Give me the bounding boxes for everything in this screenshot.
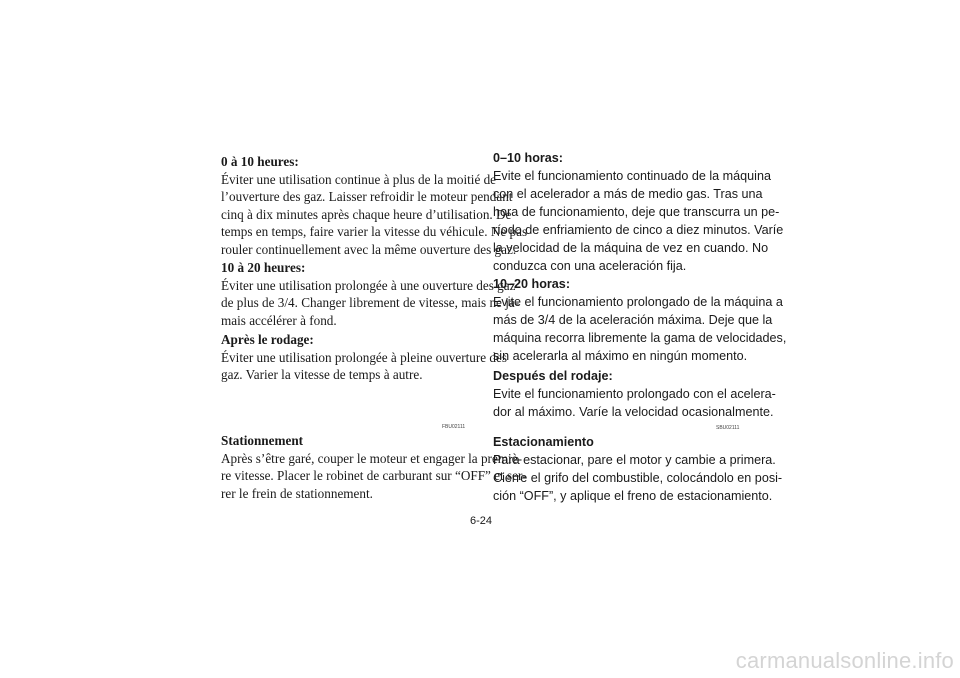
paragraph-line: Éviter une utilisation prolongée à une ouverture des gaz [221, 277, 516, 293]
spanish-section [493, 275, 787, 365]
paragraph-line: Evite el funcionamiento prolongado con el acelera- [493, 387, 776, 401]
paragraph-line: sin acelerarla al máximo en ningún momento. [493, 349, 748, 363]
paragraph-line: más de 3/4 de la aceleración máxima. Deje que la [493, 313, 773, 327]
section-heading: 10 à 20 heures: [221, 260, 306, 275]
paragraph-line: rer le frein de stationnement. [221, 485, 373, 501]
page-number: 6-24 [470, 515, 493, 527]
french-section [221, 432, 527, 502]
french-section [221, 153, 528, 258]
paragraph-line: la velocidad de la máquina de vez en cuando. No [493, 241, 769, 255]
paragraph-line: hora de funcionamiento, deje que transcurra un pe- [493, 205, 780, 219]
spanish-section [493, 433, 783, 505]
paragraph-line: Cierre el grifo del combustible, colocándolo en posi- [493, 471, 783, 485]
spanish-section [493, 149, 784, 275]
paragraph-line: con el acelerador a más de medio gas. Tras una [493, 187, 763, 201]
section-code: SBU02111 [716, 425, 740, 431]
watermark: carmanualsonline.info [735, 648, 954, 673]
paragraph-line: mais accélérer à fond. [221, 312, 337, 328]
french-section [221, 331, 508, 384]
paragraph-line: l’ouverture des gaz. Laisser refroidir le moteur pendant [221, 189, 513, 204]
paragraph-line: Éviter une utilisation continue à plus de la moitié de [221, 171, 497, 187]
section-heading: Estacionamiento [493, 435, 594, 449]
paragraph-line: Evite el funcionamiento prolongado de la máquina a [493, 295, 783, 309]
section-heading: 0 à 10 heures: [221, 154, 299, 169]
paragraph-line: cinq à dix minutes après chaque heure d’utilisation. De [221, 206, 512, 222]
paragraph-line: Éviter une utilisation prolongée à pleine ouverture des [221, 349, 508, 365]
paragraph-line: gaz. Varier la vitesse de temps à autre. [221, 367, 423, 382]
section-heading: 10–20 horas: [493, 277, 571, 291]
section-heading: Après le rodage: [221, 332, 314, 347]
paragraph-line: re vitesse. Placer le robinet de carburant sur “OFF” et ser- [221, 468, 527, 483]
section-heading: Después del rodaje: [493, 369, 613, 383]
section-heading: Stationnement [221, 433, 304, 448]
paragraph-line: dor al máximo. Varíe la velocidad ocasionalmente. [493, 405, 774, 419]
paragraph-line: de plus de 3/4. Changer librement de vitesse, mais ne ja- [221, 295, 520, 310]
paragraph-line: ción “OFF”, y aplique el freno de estacionamiento. [493, 489, 773, 503]
paragraph-line: ríodo de enfriamiento de cinco a diez minutos. Varíe [493, 223, 784, 237]
section-code: FBU02111 [442, 424, 466, 430]
paragraph-line: máquina recorra libremente la gama de velocidades, [493, 331, 787, 345]
section-heading: 0–10 horas: [493, 151, 564, 165]
paragraph-line: Para estacionar, pare el motor y cambie a primera. [493, 453, 776, 467]
paragraph-line: temps en temps, faire varier la vitesse du véhicule. Ne pas [221, 224, 528, 239]
spanish-section [493, 367, 776, 421]
paragraph-line: rouler continuellement avec la même ouverture des gaz. [221, 241, 517, 257]
paragraph-line: conduzca con una aceleración fija. [493, 259, 687, 273]
paragraph-line: Evite el funcionamiento continuado de la máquina [493, 169, 771, 183]
paragraph-line: Après s’être garé, couper le moteur et engager la premiè- [221, 450, 522, 466]
french-section [221, 259, 520, 329]
